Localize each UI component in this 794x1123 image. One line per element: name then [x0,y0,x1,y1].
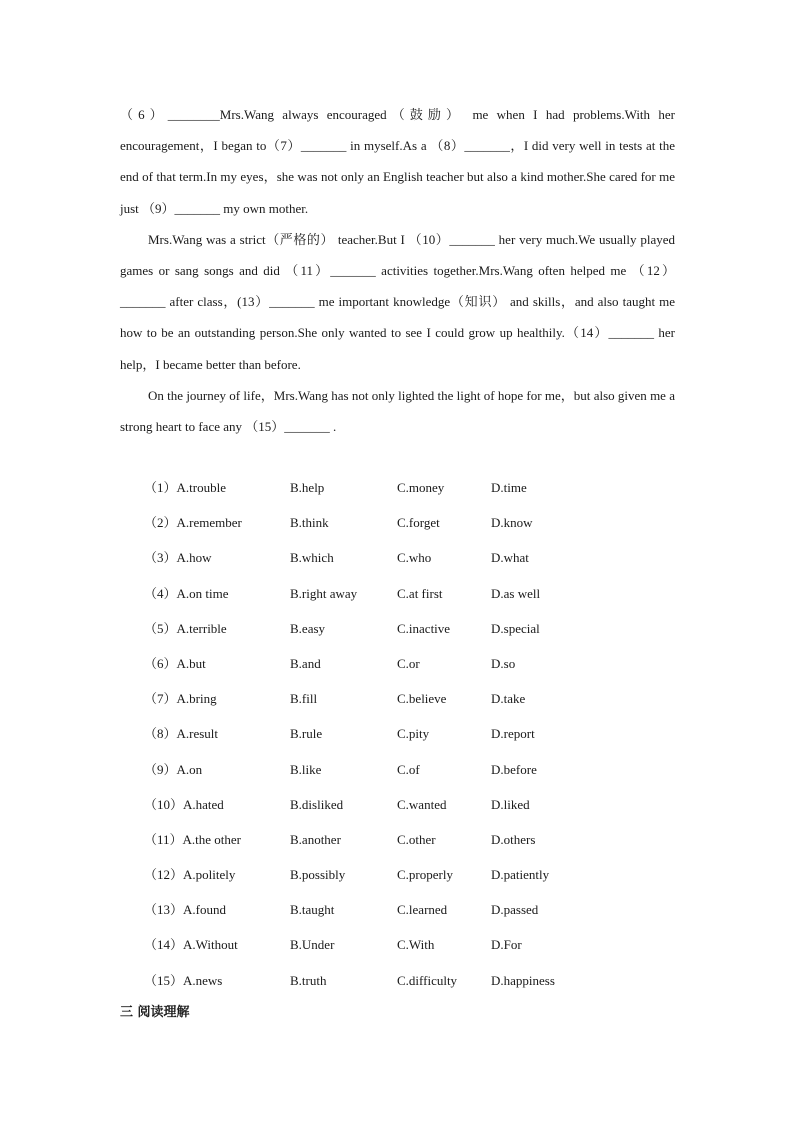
option-c: C.properly [397,867,453,883]
option-row [144,718,704,753]
option-a [144,754,202,786]
option-b: B.Under [290,937,335,953]
option-c: C.at first [397,585,443,601]
option-d: D.For [491,937,522,953]
question-number: （9） [144,761,177,777]
option-c: C.forget [397,515,440,531]
option-c: C.other [397,831,436,847]
passage-paragraph-2: Mrs.Wang was a strict（严格的） teacher.But I （10）_______ her very much.We usually played games or sang songs and did （11）_______ activities together.Mrs.Wang often helped me （12）_______ after class，(13）_______ me important knowledge（知识） and skills，and also taught me how to be an outstanding person.She only wanted to see I could grow up healthily.（14）_______ her help，I became better than before. [120,231,675,372]
option-row [144,859,704,894]
option-d: D.as well [491,585,541,601]
option-row [144,965,704,1000]
option-d: D.report [491,726,535,742]
question-number: （15） [144,972,184,988]
option-b: B.rule [290,726,323,742]
option-a [144,894,226,926]
option-b: B.possibly [290,867,346,883]
option-row [144,472,704,507]
option-c: C.money [397,480,445,495]
option-c: C.inactive [397,620,451,636]
section-title: 三 阅读理解 [120,1005,190,1020]
passage-paragraph-1: （6）________Mrs.Wang always encouraged（鼓励） me when I had problems.With her encouragement，I began to（7）_______ in myself.As a （8）_______，I did very well in tests at the end of that term.In my eyes，she was not only an English teacher but also a kind mother.She cared for me just （9）_______ my own mother. [120,107,675,216]
option-d: D.before [491,761,537,777]
option-a [144,578,229,610]
option-a-text: A.Without [183,937,238,953]
option-d: D.liked [491,796,530,812]
option-d: D.so [491,655,516,671]
option-row [144,894,704,929]
question-number: （14） [144,937,184,953]
option-c: C.With [397,937,435,953]
answer-options [144,472,704,1000]
option-row [144,648,704,683]
option-a-text: A.result [176,726,219,742]
option-a [144,859,235,891]
option-b: B.like [290,761,322,777]
passage [120,99,675,442]
option-a-text: A.the other [182,831,242,847]
option-b: B.disliked [290,796,344,812]
option-a [144,824,241,856]
option-a [144,648,206,680]
option-row [144,578,704,613]
question-number: （13） [144,902,184,918]
question-number: （11） [144,831,183,847]
option-a [144,718,218,750]
option-d: D.what [491,550,529,566]
option-c: C.of [397,761,420,777]
option-b: B.truth [290,972,327,988]
question-number: （4） [144,585,177,601]
option-a-text: A.how [176,550,212,566]
option-a-text: A.but [176,655,206,671]
option-c: C.who [397,550,432,566]
option-row [144,683,704,718]
option-b: B.easy [290,620,326,636]
option-a [144,929,238,961]
option-d: D.passed [491,902,539,918]
option-d: D.happiness [491,972,555,988]
option-b: B.right away [290,585,358,601]
option-c: C.believe [397,691,447,707]
option-b: B.which [290,550,334,566]
option-a-text: A.found [183,902,226,918]
option-a-text: A.news [183,972,223,988]
option-a-text: A.on time [176,585,229,601]
option-b: B.fill [290,691,318,707]
option-a-text: A.on [176,761,203,777]
option-a-text: A.politely [183,867,236,883]
option-d: D.others [491,831,536,847]
option-row [144,754,704,789]
option-c: C.pity [397,726,430,742]
option-a [144,789,224,821]
option-row [144,929,704,964]
option-c: C.learned [397,902,448,918]
option-row [144,789,704,824]
option-a [144,965,222,997]
option-a-text: A.remember [176,515,242,531]
option-a [144,613,227,645]
option-b: B.help [290,480,325,495]
option-a-text: A.bring [176,691,217,707]
question-number: （2） [144,515,177,531]
option-b: B.and [290,655,321,671]
option-row [144,542,704,577]
option-a-text: A.hated [183,796,224,812]
question-number: （7） [144,691,177,707]
option-b: B.think [290,515,329,531]
question-number: （8） [144,726,177,742]
passage-paragraph-3: On the journey of life，Mrs.Wang has not only lighted the light of hope for me，but also given me a strong heart to face any （15）_______ . [120,387,675,435]
option-a-text: A.terrible [176,620,227,636]
question-number: （10） [144,796,184,812]
question-number: （3） [144,550,177,566]
option-b: B.taught [290,902,335,918]
option-a [144,542,212,574]
option-a [144,472,226,504]
option-c: C.or [397,655,420,671]
question-number: （6） [144,655,177,671]
option-d: D.take [491,691,526,707]
question-number: （5） [144,620,177,636]
option-row [144,824,704,859]
option-c: C.difficulty [397,972,458,988]
option-d: D.know [491,515,533,531]
question-number: （1） [144,480,177,495]
option-row [144,613,704,648]
option-d: D.time [491,480,527,495]
option-a-text: A.trouble [176,480,226,495]
option-d: D.special [491,620,540,636]
option-c: C.wanted [397,796,447,812]
option-row [144,507,704,542]
option-b: B.another [290,831,341,847]
option-a [144,683,217,715]
option-a [144,507,242,539]
option-d: D.patiently [491,867,550,883]
question-number: （12） [144,867,184,883]
